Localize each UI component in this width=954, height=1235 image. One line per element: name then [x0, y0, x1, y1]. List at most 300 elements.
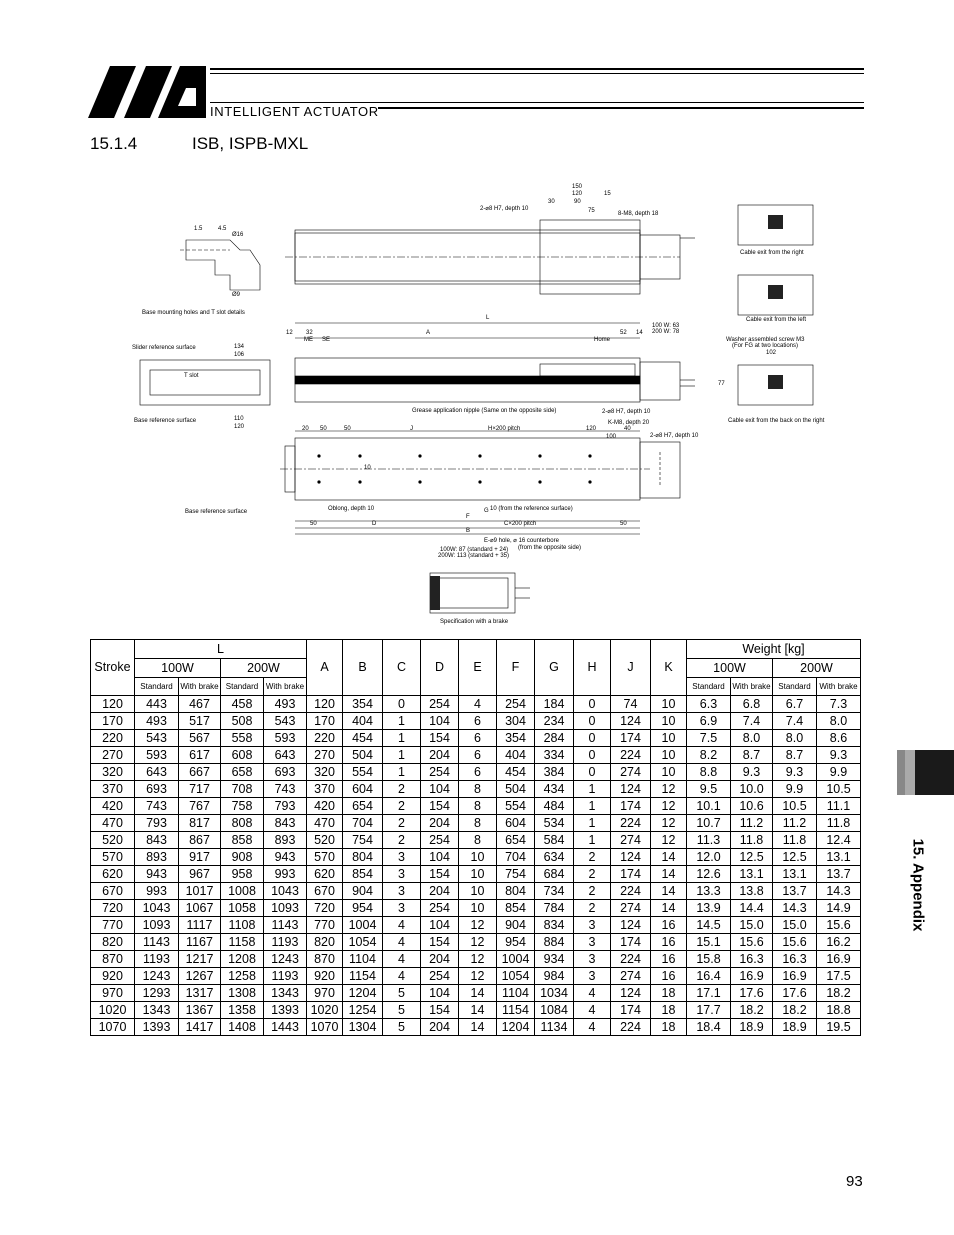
table-cell: 11.2	[773, 815, 817, 832]
table-cell: 454	[497, 764, 535, 781]
table-cell: 15.6	[817, 917, 861, 934]
table-cell: 870	[307, 951, 343, 968]
table-cell: 1143	[135, 934, 179, 951]
section-number: 15.1.4	[90, 134, 138, 153]
table-cell: 667	[179, 764, 221, 781]
table-cell: 15.1	[687, 934, 731, 951]
table-cell: 970	[91, 985, 135, 1002]
table-cell: 224	[611, 951, 651, 968]
table-cell: 717	[179, 781, 221, 798]
table-cell: 2	[574, 883, 611, 900]
table-cell: 2	[383, 832, 421, 849]
table-cell: 570	[91, 849, 135, 866]
head-k: K	[651, 640, 687, 696]
table-cell: 4	[383, 917, 421, 934]
table-cell: 554	[343, 764, 383, 781]
table-cell: 3	[383, 883, 421, 900]
table-cell: 254	[421, 696, 459, 713]
dim-1-5: 1.5	[194, 226, 203, 232]
table-cell: 1020	[91, 1002, 135, 1019]
head-l-200w-brake: With brake	[264, 678, 307, 696]
table-cell: 12.5	[731, 849, 773, 866]
table-cell: 13.1	[731, 866, 773, 883]
table-cell: 0	[574, 713, 611, 730]
table-cell: 19.5	[817, 1019, 861, 1036]
table-cell: 15.0	[773, 917, 817, 934]
header-rule-top	[210, 68, 864, 70]
table-cell: 4	[459, 696, 497, 713]
table-cell: 1034	[535, 985, 574, 1002]
table-cell: 13.1	[817, 849, 861, 866]
table-cell: 154	[421, 866, 459, 883]
dimension-drawing	[120, 180, 840, 630]
table-cell: 11.1	[817, 798, 861, 815]
table-cell: 4	[574, 1019, 611, 1036]
table-cell: 4	[574, 1002, 611, 1019]
table-cell: 1193	[264, 968, 307, 985]
table-cell: 13.1	[773, 866, 817, 883]
table-cell: 154	[421, 730, 459, 747]
table-cell: 708	[221, 781, 264, 798]
table-cell: 18	[651, 1002, 687, 1019]
table-cell: 9.9	[773, 781, 817, 798]
table-cell: 184	[535, 696, 574, 713]
table-cell: 12	[651, 832, 687, 849]
label-se: SE	[322, 337, 331, 343]
dim-50: 50	[320, 426, 327, 432]
table-cell: 934	[535, 951, 574, 968]
label-cable-left: Cable exit from the left	[746, 317, 807, 323]
dim-90: 90	[574, 199, 581, 205]
table-cell: 16.9	[731, 968, 773, 985]
table-cell: 1067	[179, 900, 221, 917]
header-rule-mid	[210, 102, 864, 103]
table-row	[91, 951, 861, 968]
table-cell: 18.2	[773, 1002, 817, 1019]
table-cell: 170	[91, 713, 135, 730]
table-cell: 10.0	[731, 781, 773, 798]
dim-l: L	[486, 315, 490, 321]
table-cell: 967	[179, 866, 221, 883]
table-cell: 370	[91, 781, 135, 798]
label-brake-spec: Specification with a brake	[440, 619, 509, 625]
table-cell: 8.0	[817, 713, 861, 730]
label-base-ref-2: Base reference surface	[185, 509, 248, 515]
head-f: F	[497, 640, 535, 696]
dim-77: 77	[718, 381, 725, 387]
table-cell: 254	[421, 968, 459, 985]
table-cell: 320	[307, 764, 343, 781]
head-c: C	[383, 640, 421, 696]
table-cell: 9.3	[773, 764, 817, 781]
dim-102: 102	[766, 350, 777, 356]
table-cell: 420	[307, 798, 343, 815]
head-e: E	[459, 640, 497, 696]
table-cell: 3	[574, 917, 611, 934]
table-cell: 5	[383, 1019, 421, 1036]
dim-120b: 120	[234, 424, 245, 430]
table-row	[91, 713, 861, 730]
table-cell: 18	[651, 1019, 687, 1036]
table-cell: 8.0	[773, 730, 817, 747]
table-cell: 254	[421, 832, 459, 849]
table-cell: 1	[574, 798, 611, 815]
table-cell: 467	[179, 696, 221, 713]
spec-table-body	[91, 696, 861, 1036]
table-cell: 234	[535, 713, 574, 730]
table-cell: 404	[497, 747, 535, 764]
table-cell: 12	[459, 934, 497, 951]
table-cell: 16	[651, 951, 687, 968]
table-cell: 470	[91, 815, 135, 832]
table-cell: 354	[343, 696, 383, 713]
table-cell: 16	[651, 934, 687, 951]
table-cell: 643	[264, 747, 307, 764]
table-cell: 917	[179, 849, 221, 866]
table-cell: 1158	[221, 934, 264, 951]
table-cell: 14	[459, 1019, 497, 1036]
table-cell: 174	[611, 798, 651, 815]
table-cell: 104	[421, 713, 459, 730]
table-cell: 834	[535, 917, 574, 934]
table-cell: 1104	[343, 951, 383, 968]
table-cell: 1070	[91, 1019, 135, 1036]
table-row	[91, 730, 861, 747]
dim-b: B	[466, 528, 471, 534]
table-row	[91, 968, 861, 985]
table-cell: 10.5	[817, 781, 861, 798]
table-row	[91, 1019, 861, 1036]
table-cell: 1393	[264, 1002, 307, 1019]
table-cell: 15.6	[731, 934, 773, 951]
dim-120: 120	[572, 191, 583, 197]
table-cell: 17.6	[731, 985, 773, 1002]
table-cell: 7.3	[817, 696, 861, 713]
dim-15: 15	[604, 191, 611, 197]
table-cell: 1204	[497, 1019, 535, 1036]
table-cell: 8.0	[731, 730, 773, 747]
table-cell: 10.5	[773, 798, 817, 815]
table-cell: 12	[459, 951, 497, 968]
table-cell: 767	[179, 798, 221, 815]
table-cell: 18.9	[773, 1019, 817, 1036]
table-cell: 1258	[221, 968, 264, 985]
table-cell: 1408	[221, 1019, 264, 1036]
table-cell: 104	[421, 917, 459, 934]
table-cell: 1	[574, 832, 611, 849]
table-cell: 13.9	[687, 900, 731, 917]
table-cell: 12	[651, 781, 687, 798]
table-cell: 817	[179, 815, 221, 832]
table-cell: 604	[343, 781, 383, 798]
table-cell: 17.5	[817, 968, 861, 985]
table-cell: 4	[383, 951, 421, 968]
table-cell: 9.5	[687, 781, 731, 798]
table-cell: 10.1	[687, 798, 731, 815]
table-cell: 793	[264, 798, 307, 815]
table-cell: 743	[135, 798, 179, 815]
table-cell: 1004	[343, 917, 383, 934]
table-cell: 124	[611, 917, 651, 934]
table-cell: 13.7	[817, 866, 861, 883]
table-cell: 504	[343, 747, 383, 764]
head-h: H	[574, 640, 611, 696]
table-cell: 204	[421, 747, 459, 764]
head-j: J	[611, 640, 651, 696]
table-cell: 12	[459, 968, 497, 985]
table-cell: 554	[497, 798, 535, 815]
table-cell: 12.4	[817, 832, 861, 849]
table-cell: 4	[383, 968, 421, 985]
table-cell: 693	[135, 781, 179, 798]
table-cell: 704	[497, 849, 535, 866]
label-ref10: 10 (from the reference surface)	[490, 506, 573, 512]
table-cell: 808	[221, 815, 264, 832]
table-cell: 204	[421, 951, 459, 968]
table-cell: 370	[307, 781, 343, 798]
table-cell: 11.8	[817, 815, 861, 832]
table-cell: 14.3	[817, 883, 861, 900]
dim-14: 14	[636, 330, 643, 336]
table-cell: 720	[307, 900, 343, 917]
table-cell: 14.9	[817, 900, 861, 917]
table-cell: 15.8	[687, 951, 731, 968]
table-cell: 493	[264, 696, 307, 713]
label-slider-ref: Slider reference surface	[132, 345, 196, 351]
table-cell: 13.8	[731, 883, 773, 900]
label-cable-right: Cable exit from the right	[740, 250, 804, 256]
table-cell: 1343	[264, 985, 307, 1002]
table-cell: 254	[497, 696, 535, 713]
table-cell: 1304	[343, 1019, 383, 1036]
table-cell: 670	[91, 883, 135, 900]
table-cell: 8.8	[687, 764, 731, 781]
table-cell: 74	[611, 696, 651, 713]
table-cell: 858	[221, 832, 264, 849]
table-cell: 867	[179, 832, 221, 849]
table-cell: 1093	[135, 917, 179, 934]
table-cell: 534	[535, 815, 574, 832]
table-cell: 567	[179, 730, 221, 747]
table-cell: 5	[383, 985, 421, 1002]
table-cell: 124	[611, 713, 651, 730]
header-rule-top-thin	[210, 73, 864, 74]
table-cell: 10	[459, 866, 497, 883]
table-cell: 443	[135, 696, 179, 713]
table-cell: 6	[459, 713, 497, 730]
table-cell: 2	[574, 866, 611, 883]
table-cell: 10.6	[731, 798, 773, 815]
table-cell: 8	[459, 815, 497, 832]
table-cell: 154	[421, 934, 459, 951]
label-c200: C×200 pitch	[504, 521, 537, 527]
table-cell: 754	[343, 832, 383, 849]
table-cell: 11.3	[687, 832, 731, 849]
table-cell: 1054	[343, 934, 383, 951]
table-cell: 654	[497, 832, 535, 849]
table-cell: 16.9	[817, 951, 861, 968]
table-cell: 124	[611, 781, 651, 798]
table-cell: 843	[264, 815, 307, 832]
table-cell: 1004	[497, 951, 535, 968]
header-rule-mid-thick	[378, 107, 864, 109]
dim-50d: 50	[620, 521, 627, 527]
table-cell: 1317	[179, 985, 221, 1002]
table-cell: 11.8	[731, 832, 773, 849]
table-cell: 643	[135, 764, 179, 781]
dim-120c: 120	[586, 426, 597, 432]
table-cell: 854	[343, 866, 383, 883]
table-cell: 943	[135, 866, 179, 883]
brand-name: INTELLIGENT ACTUATOR	[210, 104, 379, 119]
table-cell: 6.8	[731, 696, 773, 713]
table-cell: 6.7	[773, 696, 817, 713]
table-cell: 16.3	[731, 951, 773, 968]
table-cell: 1358	[221, 1002, 264, 1019]
table-cell: 1043	[264, 883, 307, 900]
label-wt: 100 W: 63	[652, 323, 680, 329]
table-cell: 1343	[135, 1002, 179, 1019]
table-cell: 893	[135, 849, 179, 866]
table-cell: 154	[421, 798, 459, 815]
table-cell: 1193	[135, 951, 179, 968]
table-row	[91, 900, 861, 917]
table-cell: 404	[343, 713, 383, 730]
table-cell: 14	[459, 985, 497, 1002]
table-cell: 120	[307, 696, 343, 713]
table-cell: 0	[574, 747, 611, 764]
table-cell: 1243	[264, 951, 307, 968]
head-l-200w-standard: Standard	[221, 678, 264, 696]
dim-150: 150	[572, 184, 583, 190]
table-cell: 2	[383, 781, 421, 798]
table-cell: 654	[343, 798, 383, 815]
head-d: D	[421, 640, 459, 696]
label-motor-len-1: 100W: 87 (standard + 24)	[440, 547, 509, 553]
table-cell: 224	[611, 883, 651, 900]
table-cell: 470	[307, 815, 343, 832]
table-cell: 4	[574, 985, 611, 1002]
page-number: 93	[846, 1173, 863, 1190]
table-cell: 254	[421, 764, 459, 781]
table-cell: 658	[221, 764, 264, 781]
table-cell: 13.7	[773, 883, 817, 900]
label-ehole-2: (from the opposite side)	[518, 545, 582, 551]
table-cell: 1	[574, 781, 611, 798]
head-l-100w: 100W	[135, 659, 221, 678]
table-cell: 18.9	[731, 1019, 773, 1036]
table-cell: 843	[135, 832, 179, 849]
table-cell: 543	[264, 713, 307, 730]
dim-10: 10	[364, 465, 371, 471]
dim-g: G	[484, 508, 489, 514]
spec-table	[90, 639, 861, 1036]
table-cell: 124	[611, 985, 651, 1002]
table-cell: 224	[611, 1019, 651, 1036]
table-cell: 2	[574, 900, 611, 917]
table-cell: 174	[611, 730, 651, 747]
table-cell: 274	[611, 832, 651, 849]
table-cell: 970	[307, 985, 343, 1002]
table-cell: 12	[459, 917, 497, 934]
dim-9: Ø9	[232, 292, 241, 298]
table-cell: 3	[574, 968, 611, 985]
table-cell: 16.2	[817, 934, 861, 951]
table-cell: 1117	[179, 917, 221, 934]
table-cell: 384	[535, 764, 574, 781]
section-heading	[90, 134, 308, 154]
table-cell: 2	[383, 798, 421, 815]
label-motor-len-2: 200W: 113 (standard + 35)	[438, 553, 509, 559]
table-cell: 14	[651, 900, 687, 917]
table-cell: 1054	[497, 968, 535, 985]
dim-32: 32	[306, 330, 313, 336]
table-cell: 0	[574, 730, 611, 747]
table-cell: 7.4	[773, 713, 817, 730]
table-cell: 804	[343, 849, 383, 866]
head-l: L	[135, 640, 307, 659]
chapter-tab	[897, 750, 954, 795]
table-cell: 14	[459, 1002, 497, 1019]
table-cell: 543	[135, 730, 179, 747]
table-cell: 784	[535, 900, 574, 917]
table-row	[91, 696, 861, 713]
table-cell: 224	[611, 815, 651, 832]
table-cell: 1	[383, 713, 421, 730]
table-cell: 743	[264, 781, 307, 798]
dim-4-5: 4.5	[218, 226, 227, 232]
head-g: G	[535, 640, 574, 696]
table-cell: 16.9	[773, 968, 817, 985]
table-cell: 608	[221, 747, 264, 764]
label-washer-2: (For FG at two locations)	[732, 343, 799, 349]
table-cell: 5	[383, 1002, 421, 1019]
table-row	[91, 866, 861, 883]
table-cell: 10.7	[687, 815, 731, 832]
table-cell: 10	[459, 883, 497, 900]
table-cell: 13.3	[687, 883, 731, 900]
iai-logo	[88, 66, 210, 118]
table-cell: 1	[383, 764, 421, 781]
table-cell: 14.5	[687, 917, 731, 934]
dim-106: 106	[234, 352, 245, 358]
dim-75: 75	[588, 208, 595, 214]
table-cell: 120	[91, 696, 135, 713]
table-cell: 693	[264, 764, 307, 781]
table-cell: 12	[651, 798, 687, 815]
table-cell: 6.9	[687, 713, 731, 730]
table-cell: 6	[459, 764, 497, 781]
table-cell: 354	[497, 730, 535, 747]
dim-20: 20	[302, 426, 309, 432]
table-cell: 1193	[264, 934, 307, 951]
dim-16: Ø16	[232, 232, 244, 238]
table-cell: 570	[307, 849, 343, 866]
label-oblong: Oblong, depth 10	[328, 506, 375, 512]
table-cell: 15.6	[773, 934, 817, 951]
table-cell: 17.7	[687, 1002, 731, 1019]
dim-f: F	[466, 514, 470, 520]
table-cell: 754	[497, 866, 535, 883]
table-row	[91, 883, 861, 900]
table-cell: 10	[651, 747, 687, 764]
table-cell: 954	[343, 900, 383, 917]
table-cell: 734	[535, 883, 574, 900]
table-cell: 720	[91, 900, 135, 917]
label-h200: H×200 pitch	[488, 426, 521, 432]
table-cell: 6.3	[687, 696, 731, 713]
head-l-100w-brake: With brake	[179, 678, 221, 696]
